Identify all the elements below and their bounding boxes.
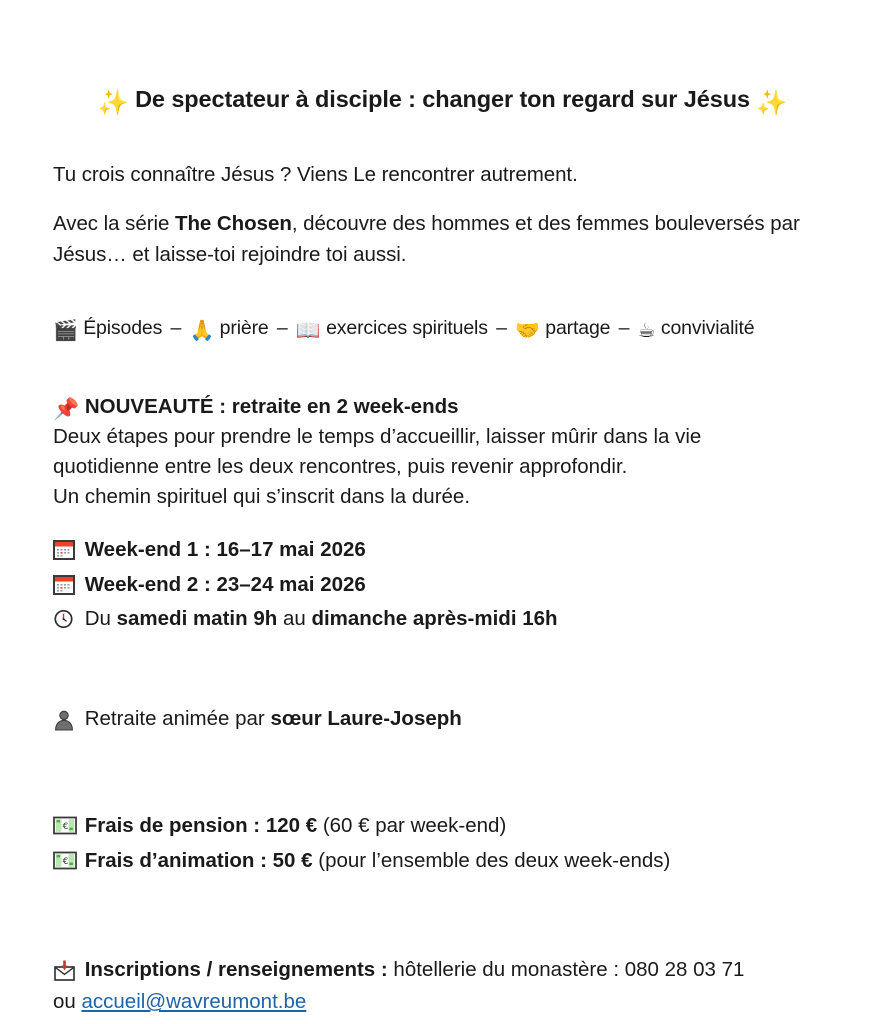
leader-line (53, 657, 832, 731)
fees-section (53, 751, 832, 879)
calendar-icon (53, 540, 75, 560)
calendar-icon (53, 575, 75, 595)
contact-section (53, 899, 832, 1018)
nouveaute-body-line-3: Un chemin spirituel qui s’inscrit dans la durée. (53, 484, 471, 508)
nouveaute-section (53, 340, 832, 511)
intro-prefix: Avec la série (53, 212, 175, 235)
euro-banknote-icon (53, 816, 75, 836)
sparkles-icon: ✨ (97, 88, 129, 117)
bust-silhouette-icon (53, 709, 75, 729)
svg-text:€: € (62, 857, 69, 868)
nouveaute-heading-text: NOUVEAUTÉ : retraite en 2 week-ends (84, 395, 459, 419)
nouveaute-body-line-2: quotidienne entre les deux rencontres, puis revenir approfondir. (53, 455, 628, 479)
activity-separator: – (496, 317, 507, 340)
date-row-weekend-1 (53, 533, 832, 567)
folded-hands-icon: 🙏 (189, 318, 215, 343)
date-row-weekend-2 (53, 568, 832, 602)
page-title-text: De spectateur à disciple : changer ton regard sur Jésus (135, 86, 750, 112)
leader-name: sœur Laure-Joseph (270, 706, 462, 730)
nouveaute-body-line-1: Deux étapes pour prendre le temps d’accueillir, laisser mûrir dans la vie (53, 425, 702, 449)
activity-label-exercices: exercices spirituels (326, 317, 488, 340)
nouveaute-body (53, 420, 832, 511)
fee-label-pension: Frais de pension : 120 € (84, 814, 318, 838)
fee-row-pension (53, 809, 832, 844)
hot-beverage-icon: ☕ (637, 318, 656, 343)
nouveaute-heading (53, 395, 832, 420)
dates-section (53, 511, 832, 636)
handshake-icon: 🤝 (515, 318, 540, 343)
activity-separator: – (618, 317, 630, 340)
euro-banknote-icon (53, 851, 75, 871)
activities-list (53, 270, 832, 343)
clapper-board-icon: 🎬 (53, 318, 78, 343)
leader-prefix: Retraite animée par (84, 706, 271, 730)
svg-text:€: € (62, 822, 69, 833)
pushpin-icon: 📌 (53, 397, 80, 422)
schedule-row (53, 602, 832, 636)
schedule-middle: au (277, 606, 312, 630)
activity-label-partage: partage (545, 317, 611, 340)
contact-or: ou (53, 990, 82, 1014)
intro-suffix: , découvre des hommes et des femmes bouleversés par Jésus… et laisse-toi rejoindre toi aussi. (53, 212, 800, 267)
fee-row-animation (53, 844, 832, 879)
contact-detail: hôtellerie du monastère : 080 28 03 71 (387, 958, 745, 982)
activity-label-episodes: Épisodes (83, 317, 163, 340)
schedule-prefix: Du (84, 606, 117, 630)
contact-email-link[interactable]: accueil@wavreumont.be (81, 990, 307, 1014)
intro-line-2 (53, 187, 832, 270)
intro-line-1: Tu crois connaître Jésus ? Viens Le rencontrer autrement. (53, 163, 578, 186)
fee-note-animation: (pour l’ensemble des deux week-ends) (312, 849, 671, 873)
schedule-end: dimanche après-midi 16h (311, 606, 558, 630)
activity-separator: – (170, 317, 182, 340)
envelope-with-arrow-icon (53, 960, 75, 980)
fee-note-pension: (60 € par week-end) (317, 814, 507, 838)
date-label-weekend-1: Week-end 1 : 16–17 mai 2026 (84, 538, 366, 562)
schedule-start: samedi matin 9h (116, 606, 278, 630)
clock-icon (53, 609, 75, 629)
date-label-weekend-2: Week-end 2 : 23–24 mai 2026 (84, 572, 366, 596)
activity-label-priere: prière (219, 317, 269, 340)
contact-label: Inscriptions / renseignements : (84, 958, 388, 982)
activity-separator: – (276, 317, 288, 340)
page-title (53, 0, 832, 115)
series-name: The Chosen (174, 212, 292, 235)
open-book-icon: 📖 (295, 318, 321, 343)
sparkles-icon: ✨ (756, 88, 788, 117)
activity-label-convivialite: convivialité (660, 317, 755, 340)
fee-label-animation: Frais d’animation : 50 € (84, 849, 313, 873)
